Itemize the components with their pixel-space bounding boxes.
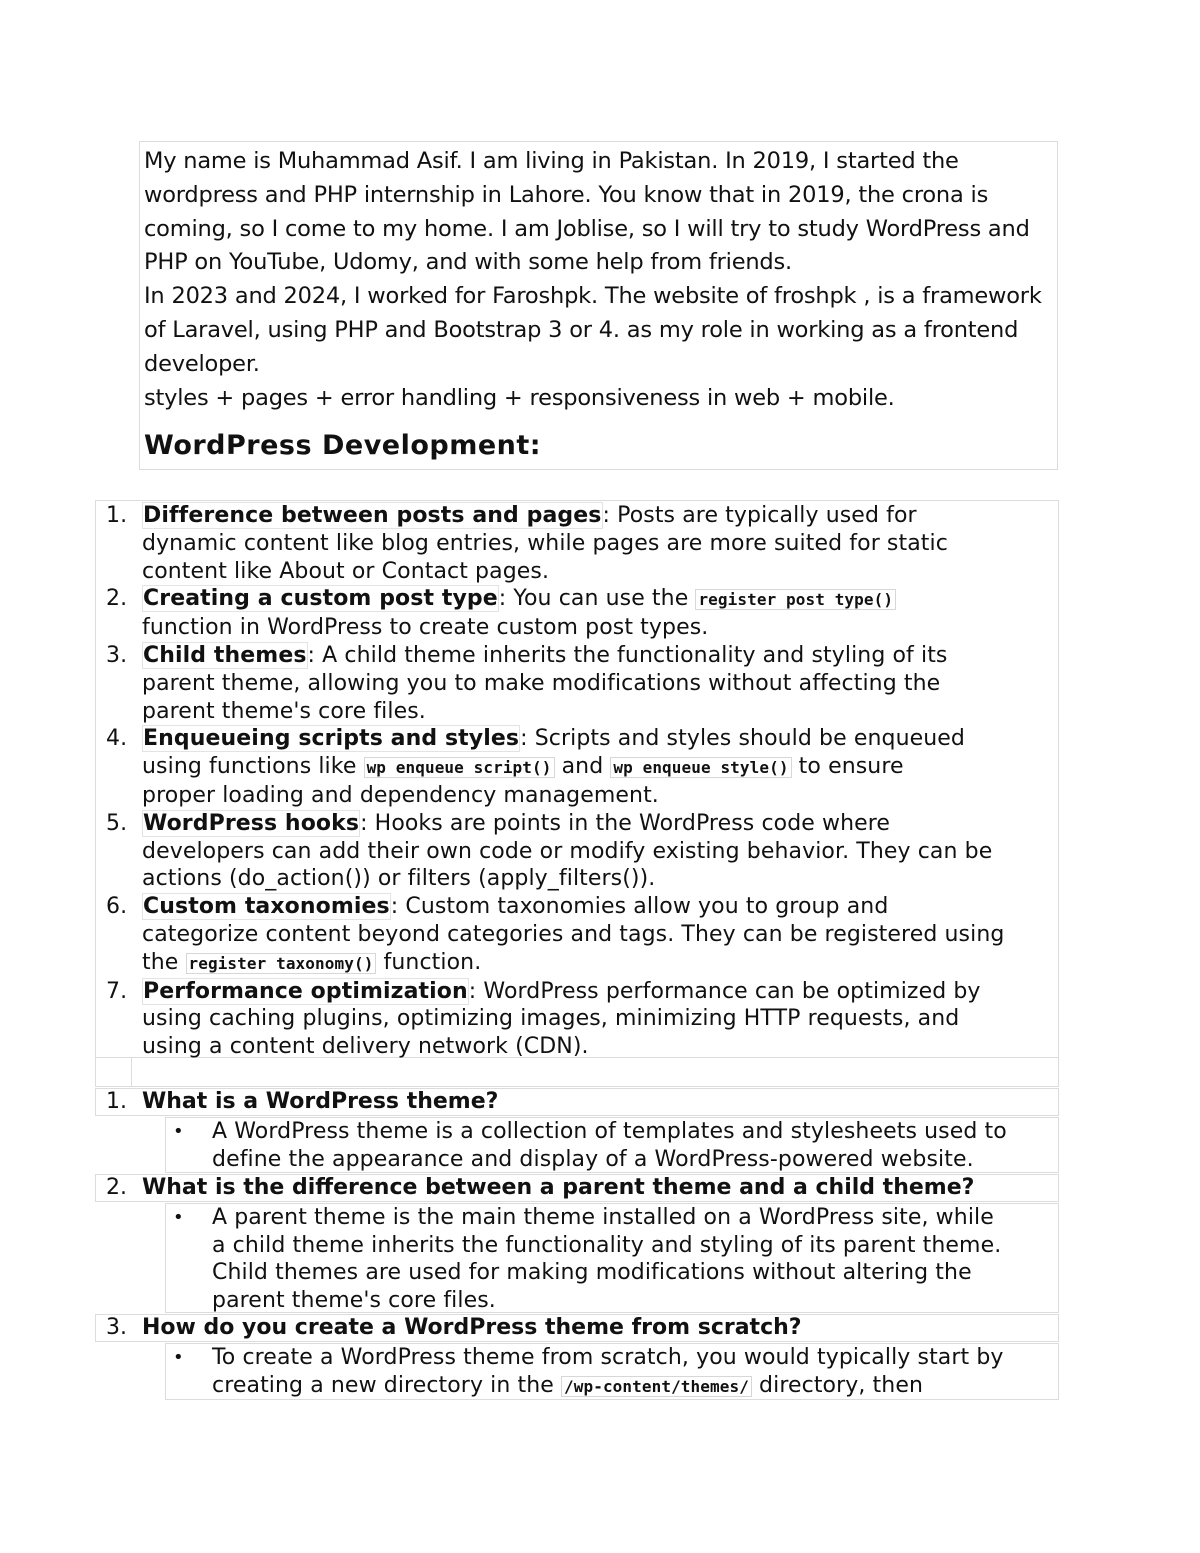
item-title: Creating a custom post type	[143, 586, 498, 612]
answer-text: Child themes are used for making modifications without altering the	[212, 1260, 972, 1286]
item-text: Hooks are points in the WordPress code where	[374, 810, 891, 836]
item-text: Custom taxonomies allow you to group and	[405, 894, 889, 920]
faq-number: 2.	[106, 1175, 127, 1200]
list-item	[96, 893, 1058, 977]
answer-text: define the appearance and display of a WordPress-powered website.	[212, 1146, 974, 1172]
item-text: parent theme's core files.	[142, 698, 426, 724]
intro-line: wordpress and PHP internship in Lahore. You know that in 2019, the crona is	[144, 181, 989, 208]
intro-line: styles + pages + error handling + responsiveness in web + mobile.	[144, 384, 895, 411]
faq-number: 1.	[106, 1089, 127, 1114]
item-text: Scripts and styles should be enqueued	[534, 726, 965, 752]
faq-number: 3.	[106, 1315, 127, 1340]
bullet-icon: •	[173, 1347, 184, 1368]
intro-section	[139, 141, 1058, 470]
faq-answer	[165, 1117, 1059, 1173]
intro-line: of Laravel, using PHP and Bootstrap 3 or 4. as my role in working as a frontend	[144, 316, 1019, 343]
list-item	[96, 502, 1058, 585]
item-separator: :	[498, 586, 514, 612]
item-text: to ensure	[791, 754, 904, 780]
faq-question-text: What is the difference between a parent theme and a child theme?	[142, 1175, 975, 1200]
answer-text: a child theme inherits the functionality and styling of its parent theme.	[212, 1232, 1002, 1258]
list-number: 6.	[106, 894, 128, 920]
item-title: Custom taxonomies	[143, 894, 390, 920]
item-separator: :	[520, 726, 535, 752]
answer-text: creating a new directory in the	[212, 1372, 562, 1398]
item-text: parent theme, allowing you to make modifications without affecting the	[142, 670, 941, 696]
answer-text: parent theme's core files.	[212, 1287, 496, 1313]
item-separator: :	[468, 978, 484, 1004]
item-text: using functions like	[142, 754, 364, 780]
answer-text: A parent theme is the main theme installed on a WordPress site, while	[212, 1205, 994, 1230]
item-text: proper loading and dependency management.	[142, 782, 659, 808]
list-number: 2.	[106, 586, 128, 612]
item-title: WordPress hooks	[143, 810, 360, 836]
item-text: A child theme inherits the functionality and styling of its	[322, 642, 948, 668]
item-text: function in WordPress to create custom post types.	[142, 615, 709, 641]
item-text: Posts are typically used for	[617, 503, 917, 528]
intro-line: coming, so I come to my home. I am Joblise, so I will try to study WordPress and	[144, 215, 1030, 242]
answer-text: To create a WordPress theme from scratch, you would typically start by	[212, 1345, 1004, 1370]
item-separator: :	[307, 642, 323, 668]
faq-question-text: What is a WordPress theme?	[142, 1089, 499, 1114]
item-text: actions (do_action()) or filters (apply_filters()).	[142, 866, 656, 892]
code-snippet: /wp-content/themes/	[561, 1376, 752, 1397]
list-item	[96, 585, 1058, 642]
item-separator: :	[390, 894, 406, 920]
item-separator: :	[602, 503, 618, 528]
item-text: You can use the	[513, 586, 696, 612]
code-snippet: register taxonomy()	[186, 953, 377, 974]
list-number: 4.	[106, 726, 128, 752]
intro-line: In 2023 and 2024, I worked for Faroshpk. The website of froshpk , is a framework	[144, 283, 1042, 310]
faq-question	[95, 1174, 1059, 1202]
item-text: and	[554, 754, 611, 780]
list-item	[96, 725, 1058, 809]
bullet-icon: •	[173, 1121, 184, 1142]
faq-question-text: How do you create a WordPress theme from scratch?	[142, 1315, 802, 1340]
faq-answer	[165, 1203, 1059, 1313]
section-heading: WordPress Development:	[144, 430, 542, 462]
item-text: WordPress performance can be optimized by	[483, 978, 981, 1004]
intro-line: My name is Muhammad Asif. I am living in Pakistan. In 2019, I started the	[144, 148, 959, 174]
item-title: Performance optimization	[143, 978, 468, 1004]
list-item	[96, 978, 1058, 1061]
faq-question	[95, 1088, 1059, 1116]
intro-line: developer.	[144, 350, 260, 377]
item-text: function.	[376, 949, 482, 975]
intro-line: PHP on YouTube, Udomy, and with some help from friends.	[144, 249, 792, 276]
list-number: 1.	[106, 503, 128, 528]
item-text: using a content delivery network (CDN).	[142, 1034, 589, 1060]
faq-answer	[165, 1343, 1059, 1400]
item-text: categorize content beyond categories and tags. They can be registered using	[142, 921, 1005, 947]
empty-table-row	[95, 1058, 1059, 1087]
code-snippet: wp enqueue style()	[610, 757, 791, 778]
list-item	[96, 642, 1058, 725]
faq-question	[95, 1314, 1059, 1342]
wordpress-dev-list	[95, 500, 1059, 1058]
list-number: 7.	[106, 978, 128, 1004]
item-title: Enqueueing scripts and styles	[143, 726, 520, 752]
code-snippet: register post type()	[695, 589, 896, 610]
item-text: content like About or Contact pages.	[142, 558, 550, 584]
code-snippet: wp enqueue script()	[364, 757, 555, 778]
item-title: Child themes	[143, 642, 307, 668]
answer-text: A WordPress theme is a collection of templates and stylesheets used to	[212, 1119, 1007, 1144]
item-text: developers can add their own code or modify existing behavior. They can be	[142, 838, 993, 864]
item-text: dynamic content like blog entries, while pages are more suited for static	[142, 530, 948, 556]
bullet-icon: •	[173, 1207, 184, 1228]
list-number: 5.	[106, 810, 128, 836]
list-number: 3.	[106, 642, 128, 668]
item-text: using caching plugins, optimizing images, minimizing HTTP requests, and	[142, 1006, 960, 1032]
item-title: Difference between posts and pages	[143, 503, 602, 528]
answer-text: directory, then	[751, 1372, 924, 1398]
list-item	[96, 810, 1058, 893]
item-text: the	[142, 949, 186, 975]
item-separator: :	[360, 810, 375, 836]
